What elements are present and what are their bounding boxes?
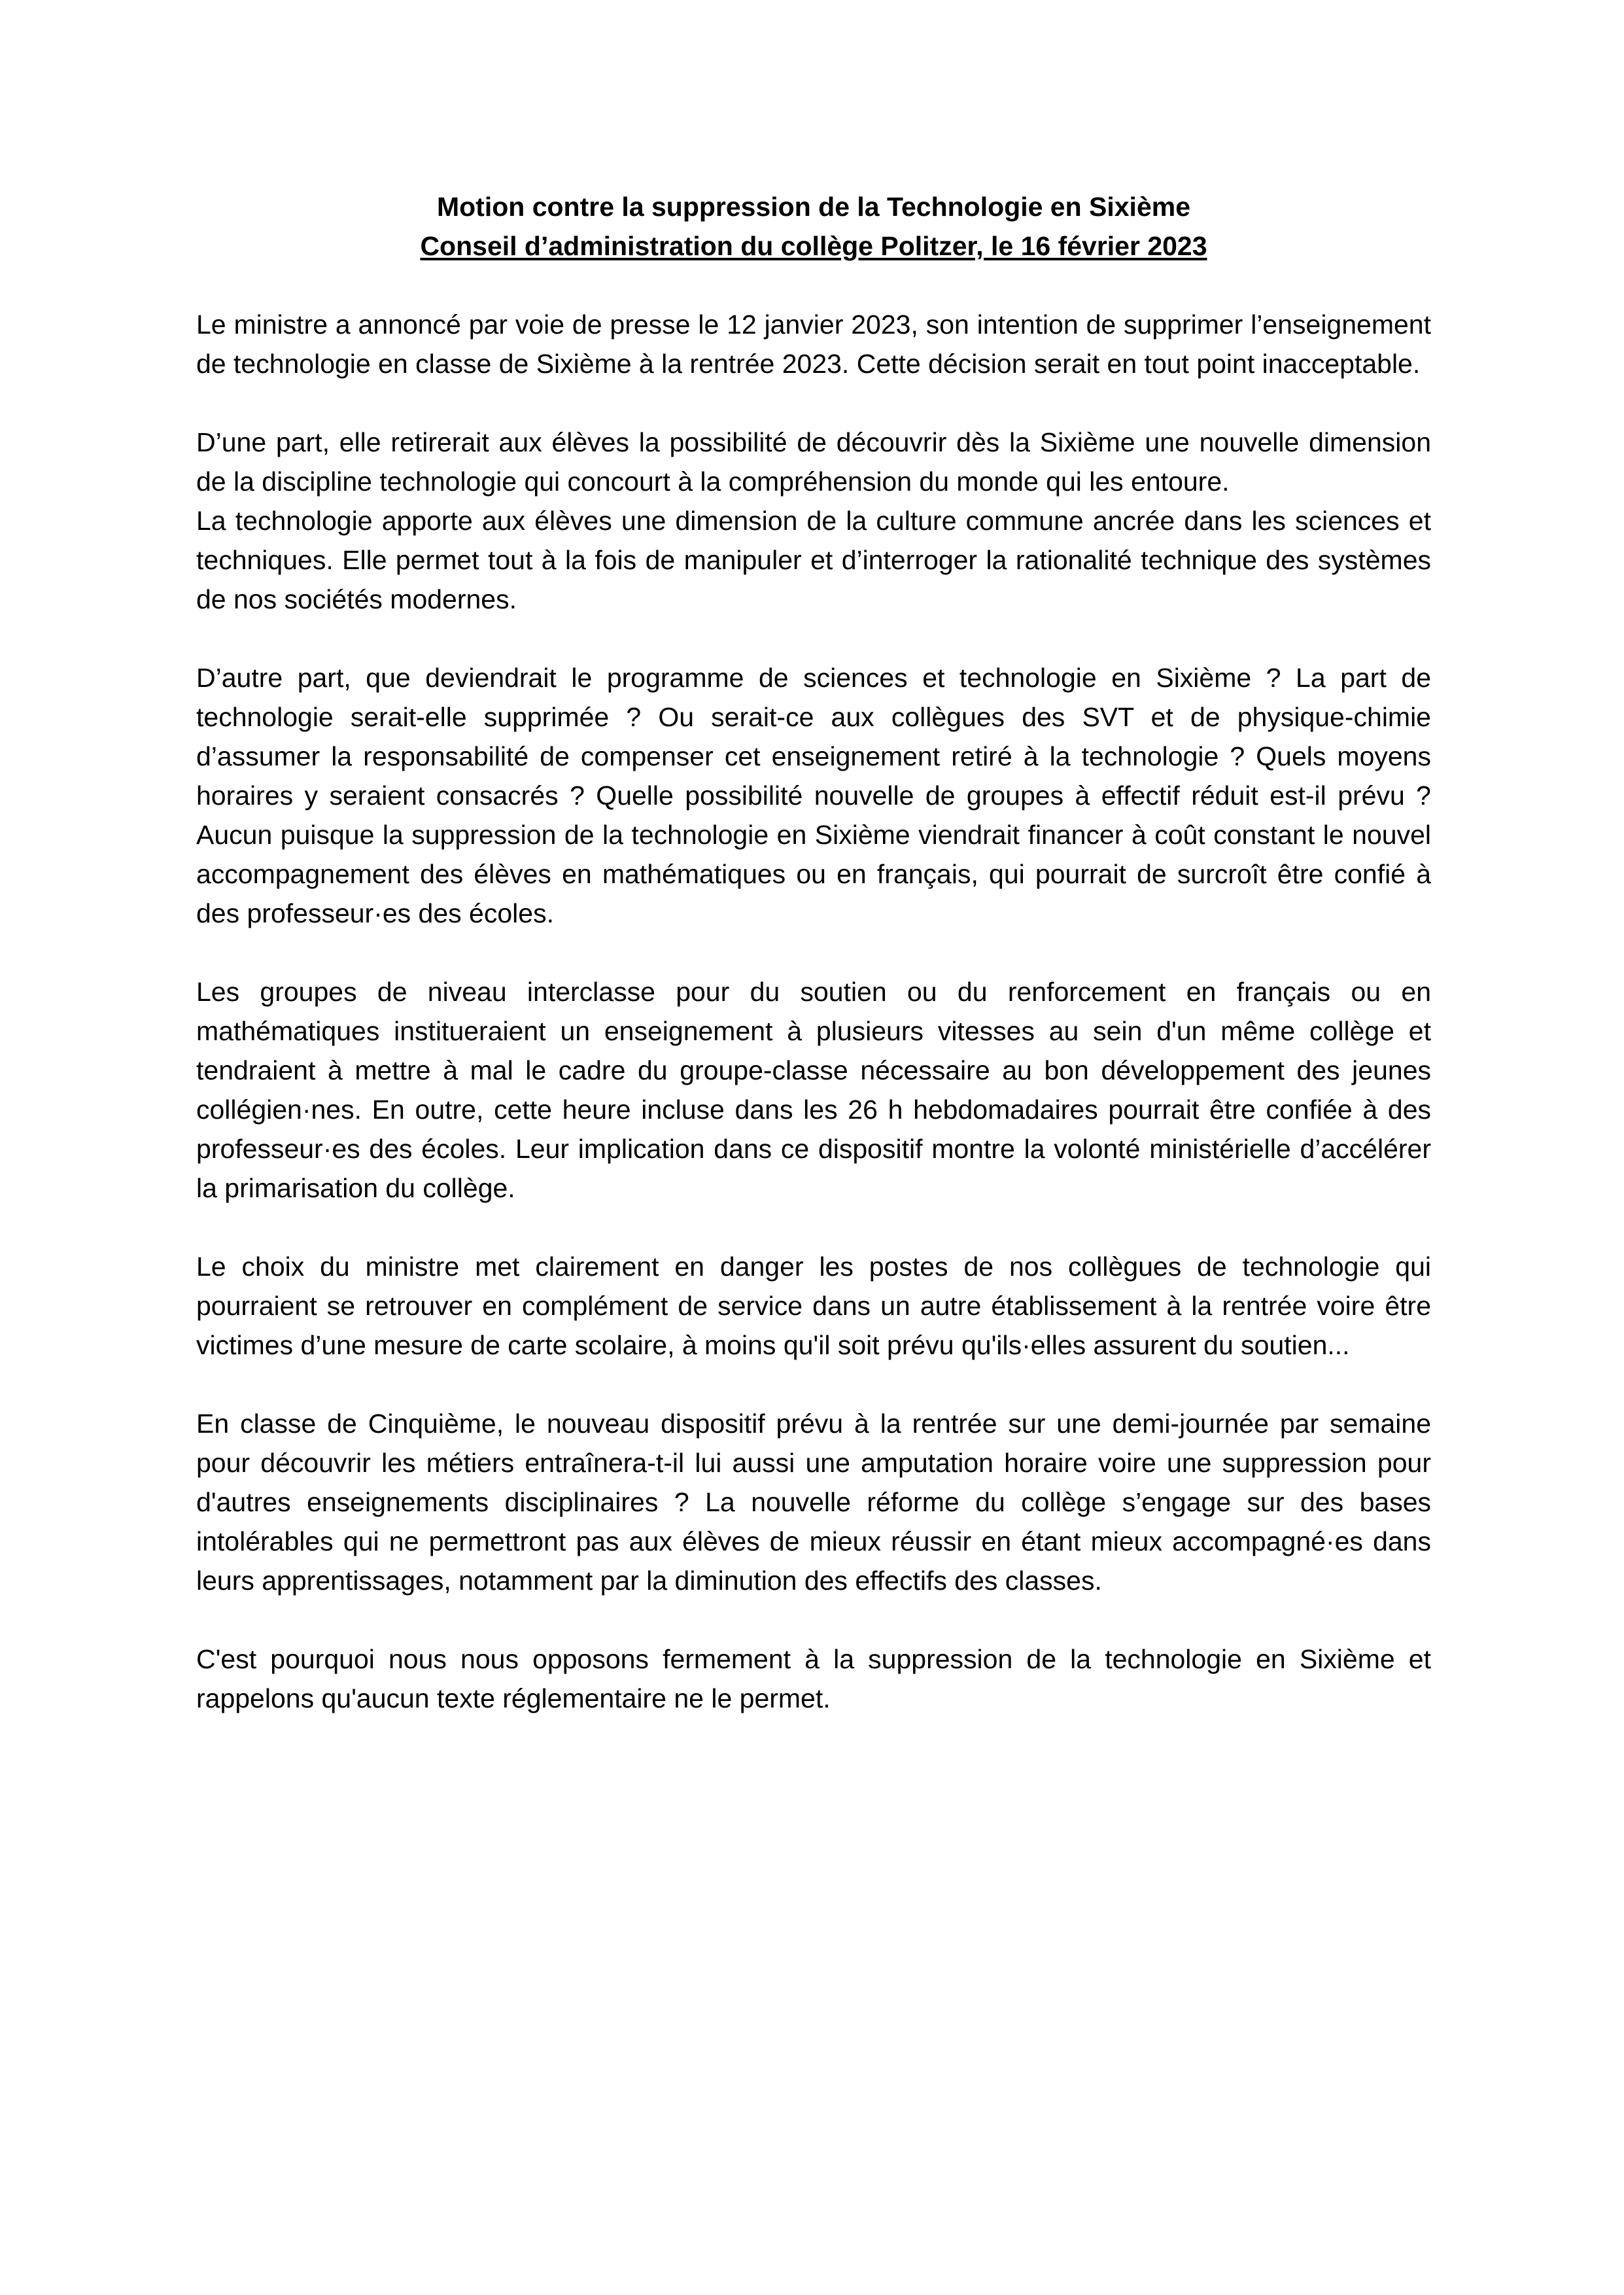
document-page <box>196 187 1431 1718</box>
paragraph-second-argument: D’autre part, que deviendrait le programme de sciences et technologie en Sixième ? La part de technologie serait-elle supprimée ? Ou serait-ce aux collègues des SVT et de physique-chimie d’assumer la responsabilité de compenser cet enseignement retiré à la technologie ? Quels moyens horaires y seraient consacrés ? Quelle possibilité nouvelle de groupes à effectif réduit est-il prévu ? Aucun puisque la suppression de la technologie en Sixième viendrait financer à coût constant le nouvel accompagnement des élèves en mathématiques ou en français, qui pourrait de surcroît être confié à des professeur·es des écoles. <box>196 663 1431 928</box>
paragraph-teacher-posts: Le choix du ministre met clairement en danger les postes de nos collègues de technologie qui pourraient se retrouver en complément de service dans un autre établissement à la rentrée voire être victimes d’une mesure de carte scolaire, à moins qu'il soit prévu qu'ils·elles assurent du soutien... <box>196 1252 1431 1360</box>
document-body <box>196 305 1431 1718</box>
document-header <box>196 187 1431 266</box>
document-subtitle: Conseil d’administration du collège Politzer, le 16 février 2023 <box>420 231 1207 261</box>
paragraph-announcement: Le ministre a annoncé par voie de presse le 12 janvier 2023, son intention de supprimer l’enseignement de technologie en classe de Sixième à la rentrée 2023. Cette décision serait en tout point inacceptable. <box>196 309 1431 379</box>
paragraph-technology-culture: La technologie apporte aux élèves une dimension de la culture commune ancrée dans les sciences et techniques. Elle permet tout à la fois de manipuler et d’interroger la rationalité technique des systèmes de nos sociétés modernes. <box>196 506 1431 614</box>
paragraph-level-groups: Les groupes de niveau interclasse pour du soutien ou du renforcement en français ou en mathématiques institueraient un enseignement à plusieurs vitesses au sein d'un même collège et tendraient à mettre à mal le cadre du groupe-classe nécessaire au bon développement des jeunes collégien·nes. En outre, cette heure incluse dans les 26 h hebdomadaires pourrait être confiée à des professeur·es des écoles. Leur implication dans ce dispositif montre la volonté ministérielle d’accélérer la primarisation du collège. <box>196 977 1431 1203</box>
paragraph-conclusion: C'est pourquoi nous nous opposons fermement à la suppression de la technologie en Sixième et rappelons qu'aucun texte réglementaire ne le permet. <box>196 1644 1431 1713</box>
document-title: Motion contre la suppression de la Technologie en Sixième <box>436 192 1191 222</box>
paragraph-first-argument: D’une part, elle retirerait aux élèves la possibilité de découvrir dès la Sixième une nouvelle dimension de la discipline technologie qui concourt à la compréhension du monde qui les entoure. <box>196 427 1431 497</box>
paragraph-cinquieme: En classe de Cinquième, le nouveau dispositif prévu à la rentrée sur une demi-journée par semaine pour découvrir les métiers entraînera-t-il lui aussi une amputation horaire voire une suppression pour d'autres enseignements disciplinaires ? La nouvelle réforme du collège s’engage sur des bases intolérables qui ne permettront pas aux élèves de mieux réussir en étant mieux accompagné·es dans leurs apprentissages, notamment par la diminution des effectifs des classes. <box>196 1409 1431 1596</box>
